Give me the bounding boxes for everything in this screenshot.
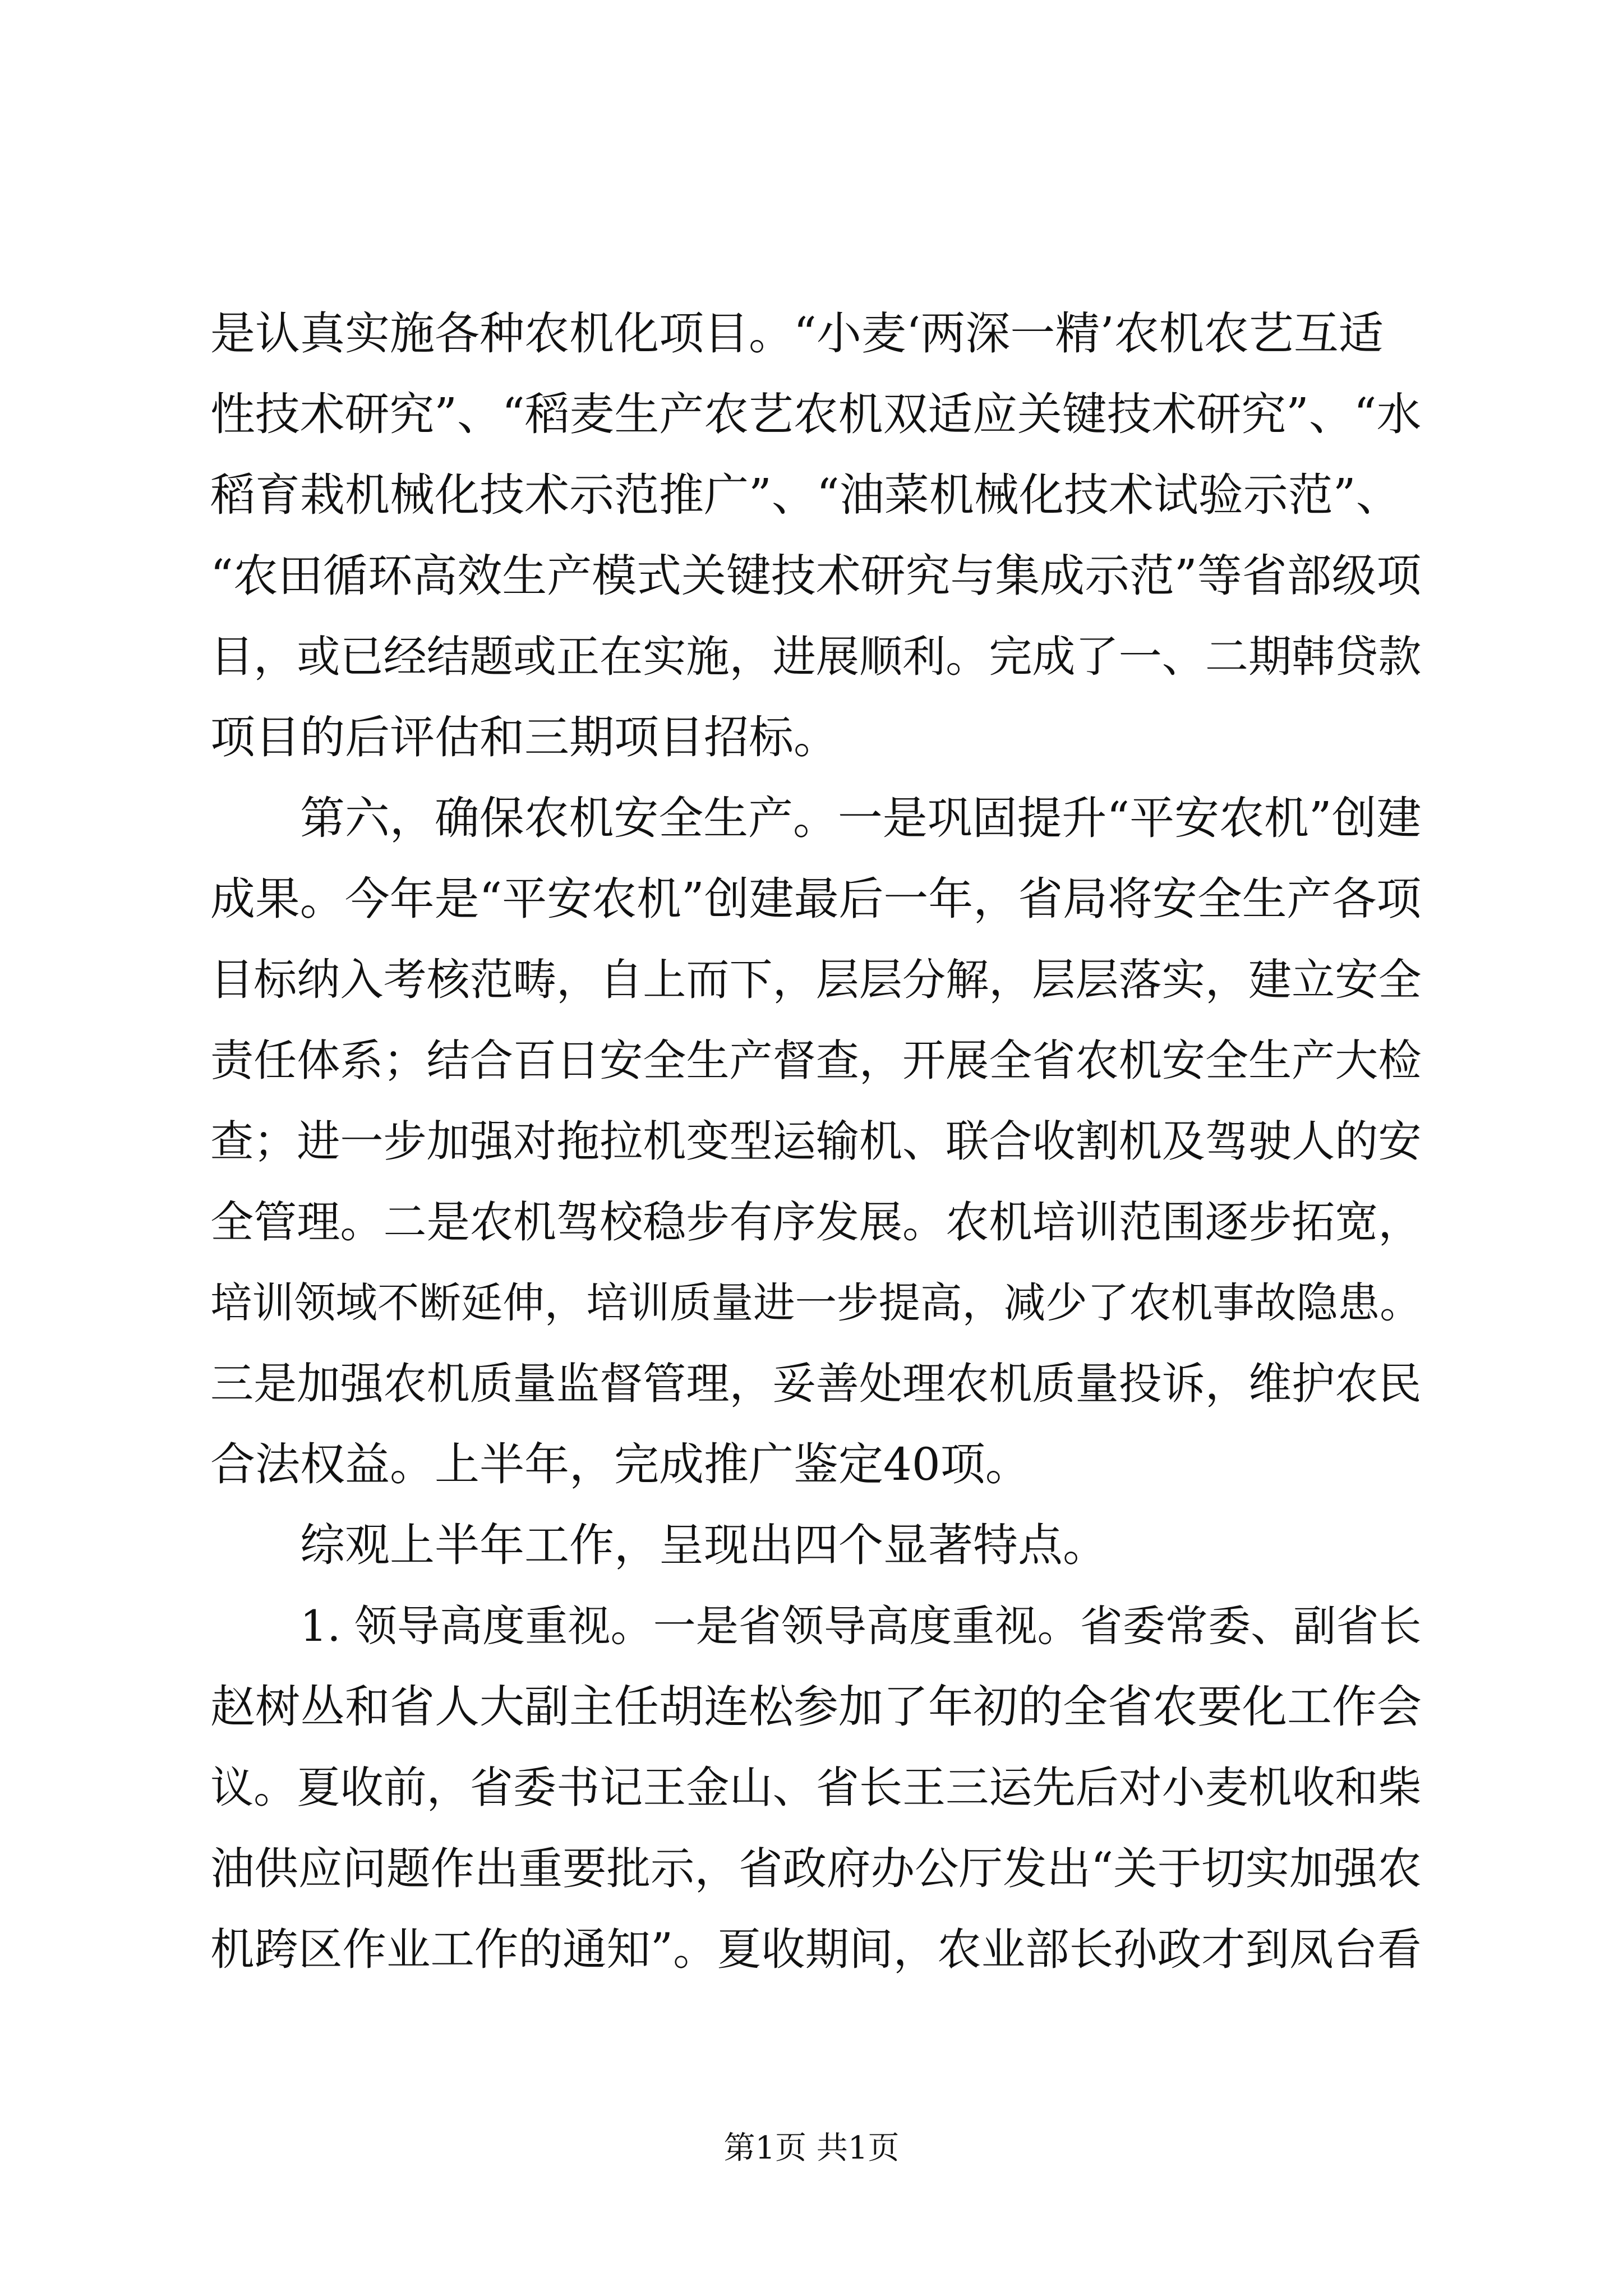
text-line: “农田循环高效生产模式关键技术研究与集成示范”等省部级项 xyxy=(210,550,1422,602)
text-line: 目标纳入考核范畴，自上而下，层层分解，层层落实，建立安全 xyxy=(210,955,1422,1005)
text-line: 三是加强农机质量监督管理，妥善处理农机质量投诉，维护农民 xyxy=(210,1359,1422,1409)
text-line: 成果。今年是“平安农机”创建最后一年，省局将安全生产各项 xyxy=(210,873,1422,925)
text-line: 查；进一步加强对拖拉机变型运输机、联合收割机及驾驶人的安 xyxy=(210,1116,1422,1167)
text-line: 合法权益。上半年，完成推广鉴定40项。 xyxy=(210,1438,1030,1490)
text-line: 稻育栽机械化技术示范推广”、“油菜机械化技术试验示范”、 xyxy=(210,469,1401,521)
text-line: 机跨区作业工作的通知”。夏收期间，农业部长孙政才到凤台看 xyxy=(210,1924,1422,1975)
page-footer: 第1页 共1页 xyxy=(723,2130,900,2166)
text-line: 责任体系；结合百日安全生产督查，开展全省农机安全生产大检 xyxy=(210,1036,1422,1086)
text-line: 1. 领导高度重视。一是省领导高度重视。省委常委、副省长 xyxy=(300,1601,1422,1651)
text-line: 性技术研究”、“稻麦生产农艺农机双适应关键技术研究”、“水 xyxy=(210,388,1422,440)
text-line: 项目的后评估和三期项目招标。 xyxy=(210,711,838,763)
text-line: 议。夏收前，省委书记王金山、省长王三运先后对小麦机收和柴 xyxy=(210,1763,1422,1813)
text-line: 目，或已经结题或正在实施，进展顺利。完成了一、二期韩贷款 xyxy=(210,632,1422,682)
text-line: 是认真实施各种农机化项目。“小麦‘两深一精’农机农艺互适 xyxy=(210,307,1384,360)
text-line: 全管理。二是农机驾校稳步有序发展。农机培训范围逐步拓宽， xyxy=(210,1197,1422,1248)
text-line: 油供应问题作出重要批示，省政府办公厅发出“关于切实加强农 xyxy=(210,1843,1422,1894)
text-line: 培训领域不断延伸，培训质量进一步提高，减少了农机事故隐患。 xyxy=(210,1278,1422,1327)
text-line: 赵树丛和省人大副主任胡连松参加了年初的全省农要化工作会 xyxy=(210,1681,1422,1733)
text-line: 综观上半年工作，呈现出四个显著特点。 xyxy=(300,1519,1108,1571)
text-line: 第六，确保农机安全生产。一是巩固提升“平安农机”创建 xyxy=(300,792,1422,844)
